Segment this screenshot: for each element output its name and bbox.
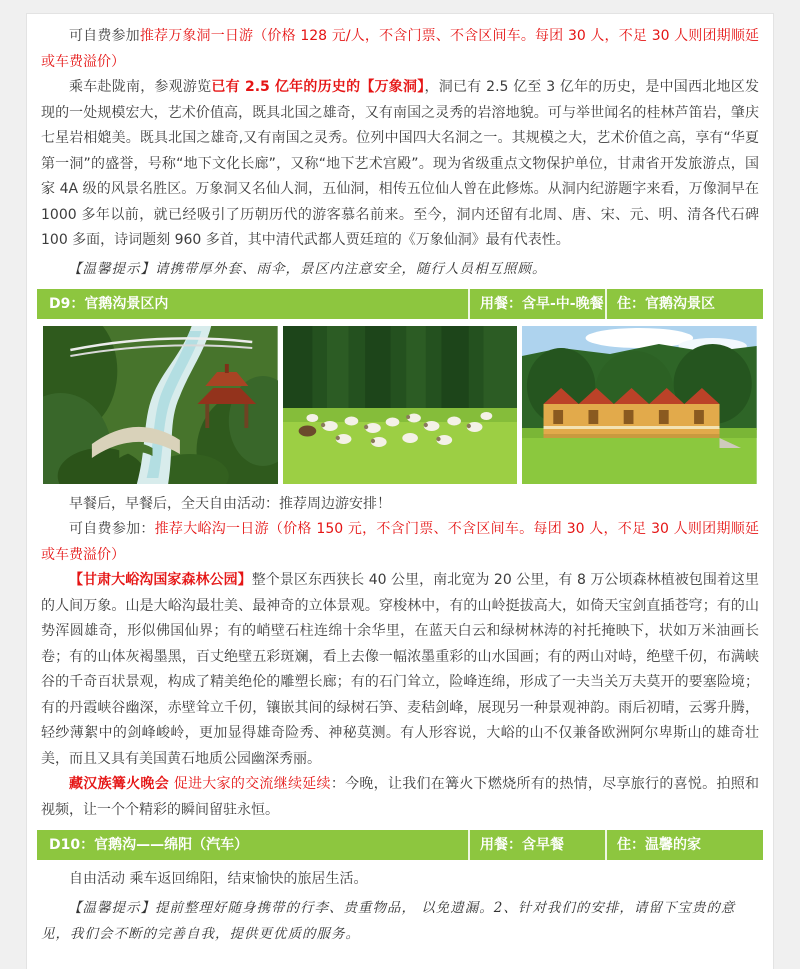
paragraph-breakfast-free-day: 早餐后，早餐后，全天自由活动：推荐周边游安排！ bbox=[69, 495, 391, 512]
bonfire-party-subtitle: 促进大家的交流继续延续 bbox=[168, 776, 331, 792]
paragraph-wanxiang-cave-description bbox=[35, 75, 765, 254]
photo-valley-stream-pavilion bbox=[43, 326, 278, 484]
sheep-meadow-illustration bbox=[283, 326, 518, 484]
cave-body-text: ，洞已有 2.5 亿至 3 亿年的历史，是中国西北地区发现的一处规模宏大，艺术价值高，既具北国之雄奇，又有南国之灵秀的岩溶地貌。可与举世闻名的桂林芦笛岩，肇庆七星岩相媲美。既具北国之雄奇,又有南国之灵秀。位列中国四大名洞之一。其规模之大，艺术价值之高，享有“华夏第一洞”的盛誉，号称“地下文化长廊”，又称“地下艺术宫殿”。现为省级重点文物保护单位，甘肃省开发旅游点，国家 4A 级的风景名胜区。万象洞又名仙人洞，五仙洞，相传五位仙人曾在此修炼。从洞内纪游题字来看，万像洞早在 1000 多年以前，就已经吸引了历朝历代的游客慕名前来。至今，洞内还留有北周、唐、宋、元、明、清各代石碑 100 多面，诗词题刻 960 多首，其中清代武都人贾廷瑄的《万象仙洞》最有代表性。 bbox=[41, 79, 759, 248]
day9-header-bar bbox=[37, 289, 763, 319]
day9-title: D9：官鹅沟景区内 bbox=[49, 295, 169, 312]
scenic-photo-row bbox=[43, 326, 757, 484]
photo-wooden-lodge bbox=[522, 326, 757, 484]
wooden-lodge-illustration bbox=[522, 326, 757, 484]
day10-meals-info: 用餐：含早餐 bbox=[468, 830, 605, 860]
day9-stay-info: 住：官鹅沟景区 bbox=[605, 289, 763, 319]
warm-tip-day9: 【温馨提示】请携带厚外套、雨伞，景区内注意安全，随行人员相互照顾。 bbox=[68, 260, 547, 277]
paragraph-optional-wanxiang-tour bbox=[35, 24, 765, 75]
cave-lead-text: 乘车赴陇南，参观游览 bbox=[69, 79, 212, 95]
photo-sheep-meadow bbox=[283, 326, 518, 484]
dayugou-tour-detail: 推荐大峪沟一日游（价格 150 元，不含门票、不含区间车。每团 30 人，不足 30 人则团期顺延或车费溢价） bbox=[41, 521, 759, 563]
bonfire-party-title: 藏汉族篝火晚会 bbox=[69, 776, 169, 792]
dayugou-park-title: 【甘肃大峪沟国家森林公园】 bbox=[69, 572, 252, 588]
day10-header-bar bbox=[37, 830, 763, 860]
dayugou-park-body: 整个景区东西狭长 40 公里，南北宽为 20 公里，有 8 万公顷森林植被包围着这里的人间万象。山是大峪沟最壮美、最神奇的立体景观。穿梭林中，有的山岭挺拔高大，如倚天宝剑直插苍穹；有的山势浑圆雄奇，形似佛国仙界；有的峭壁石柱连绵十余华里，在蓝天白云和绿树林涛的衬托掩映下，状如万米油画长卷；有的山体灰褐墨黑，百丈绝壁五彩斑斓，看上去像一幅浓墨重彩的山水国画；有的两山对峙，绝壁千仞，布满峡谷的千奇百状景观，构成了精美绝伦的雕塑长廊；有的石门耸立，险峰连绵，形成了一夫当关万夫莫开的要塞险境；有的丹霞峡谷幽深，赤壁耸立千仞，镶嵌其间的绿树石笋、麦秸剑峰，展现另一种景观神韵。雨后初晴，云雾升腾，轻纱薄絮中的剑峰峻岭，更加显得雄奇险秀、神秘莫测。有人形容说，大峪的山不仅兼备欧洲阿尔卑斯山的雄奇壮美，而且又具有美国黄石地质公园幽深秀丽。 bbox=[41, 572, 759, 767]
day10-title: D10：官鹅沟——绵阳（汽车） bbox=[49, 837, 249, 853]
optional-tour-detail: 推荐万象洞一日游（价格 128 元/人，不含门票、不含区间车。每团 30 人，不足 30 人则团期顺延或车费溢价） bbox=[41, 28, 759, 70]
itinerary-page bbox=[26, 13, 774, 969]
day10-stay-info: 住：温馨的家 bbox=[605, 830, 763, 860]
paragraph-optional-dayugou-tour bbox=[35, 517, 765, 568]
day9-meals-info: 用餐：含早-中-晚餐 bbox=[468, 289, 605, 319]
paragraph-dayugou-park-description bbox=[35, 568, 765, 772]
paragraph-return-mianyang: 自由活动 乘车返回绵阳，结束愉快的旅居生活。 bbox=[69, 871, 368, 887]
warm-tip-day10: 【温馨提示】提前整理好随身携带的行李、贵重物品， 以免遗漏。2、针对我们的安排，请留下宝贵的意见，我们会不断的完善自我，提供更优质的服务。 bbox=[41, 899, 736, 942]
optional-tour-prefix: 可自费参加 bbox=[69, 28, 140, 44]
dayugou-tour-prefix: 可自费参加： bbox=[69, 521, 155, 537]
valley-stream-illustration bbox=[43, 326, 278, 484]
bonfire-party-body: ：今晚，让我们在篝火下燃烧所有的热情，尽享旅行的喜悦。拍照和视频，让一个个精彩的瞬间留驻永恒。 bbox=[41, 776, 760, 818]
cave-highlight-text: 已有 2.5 亿年的历史的【万象洞】 bbox=[211, 79, 425, 95]
paragraph-bonfire-party bbox=[35, 772, 765, 823]
